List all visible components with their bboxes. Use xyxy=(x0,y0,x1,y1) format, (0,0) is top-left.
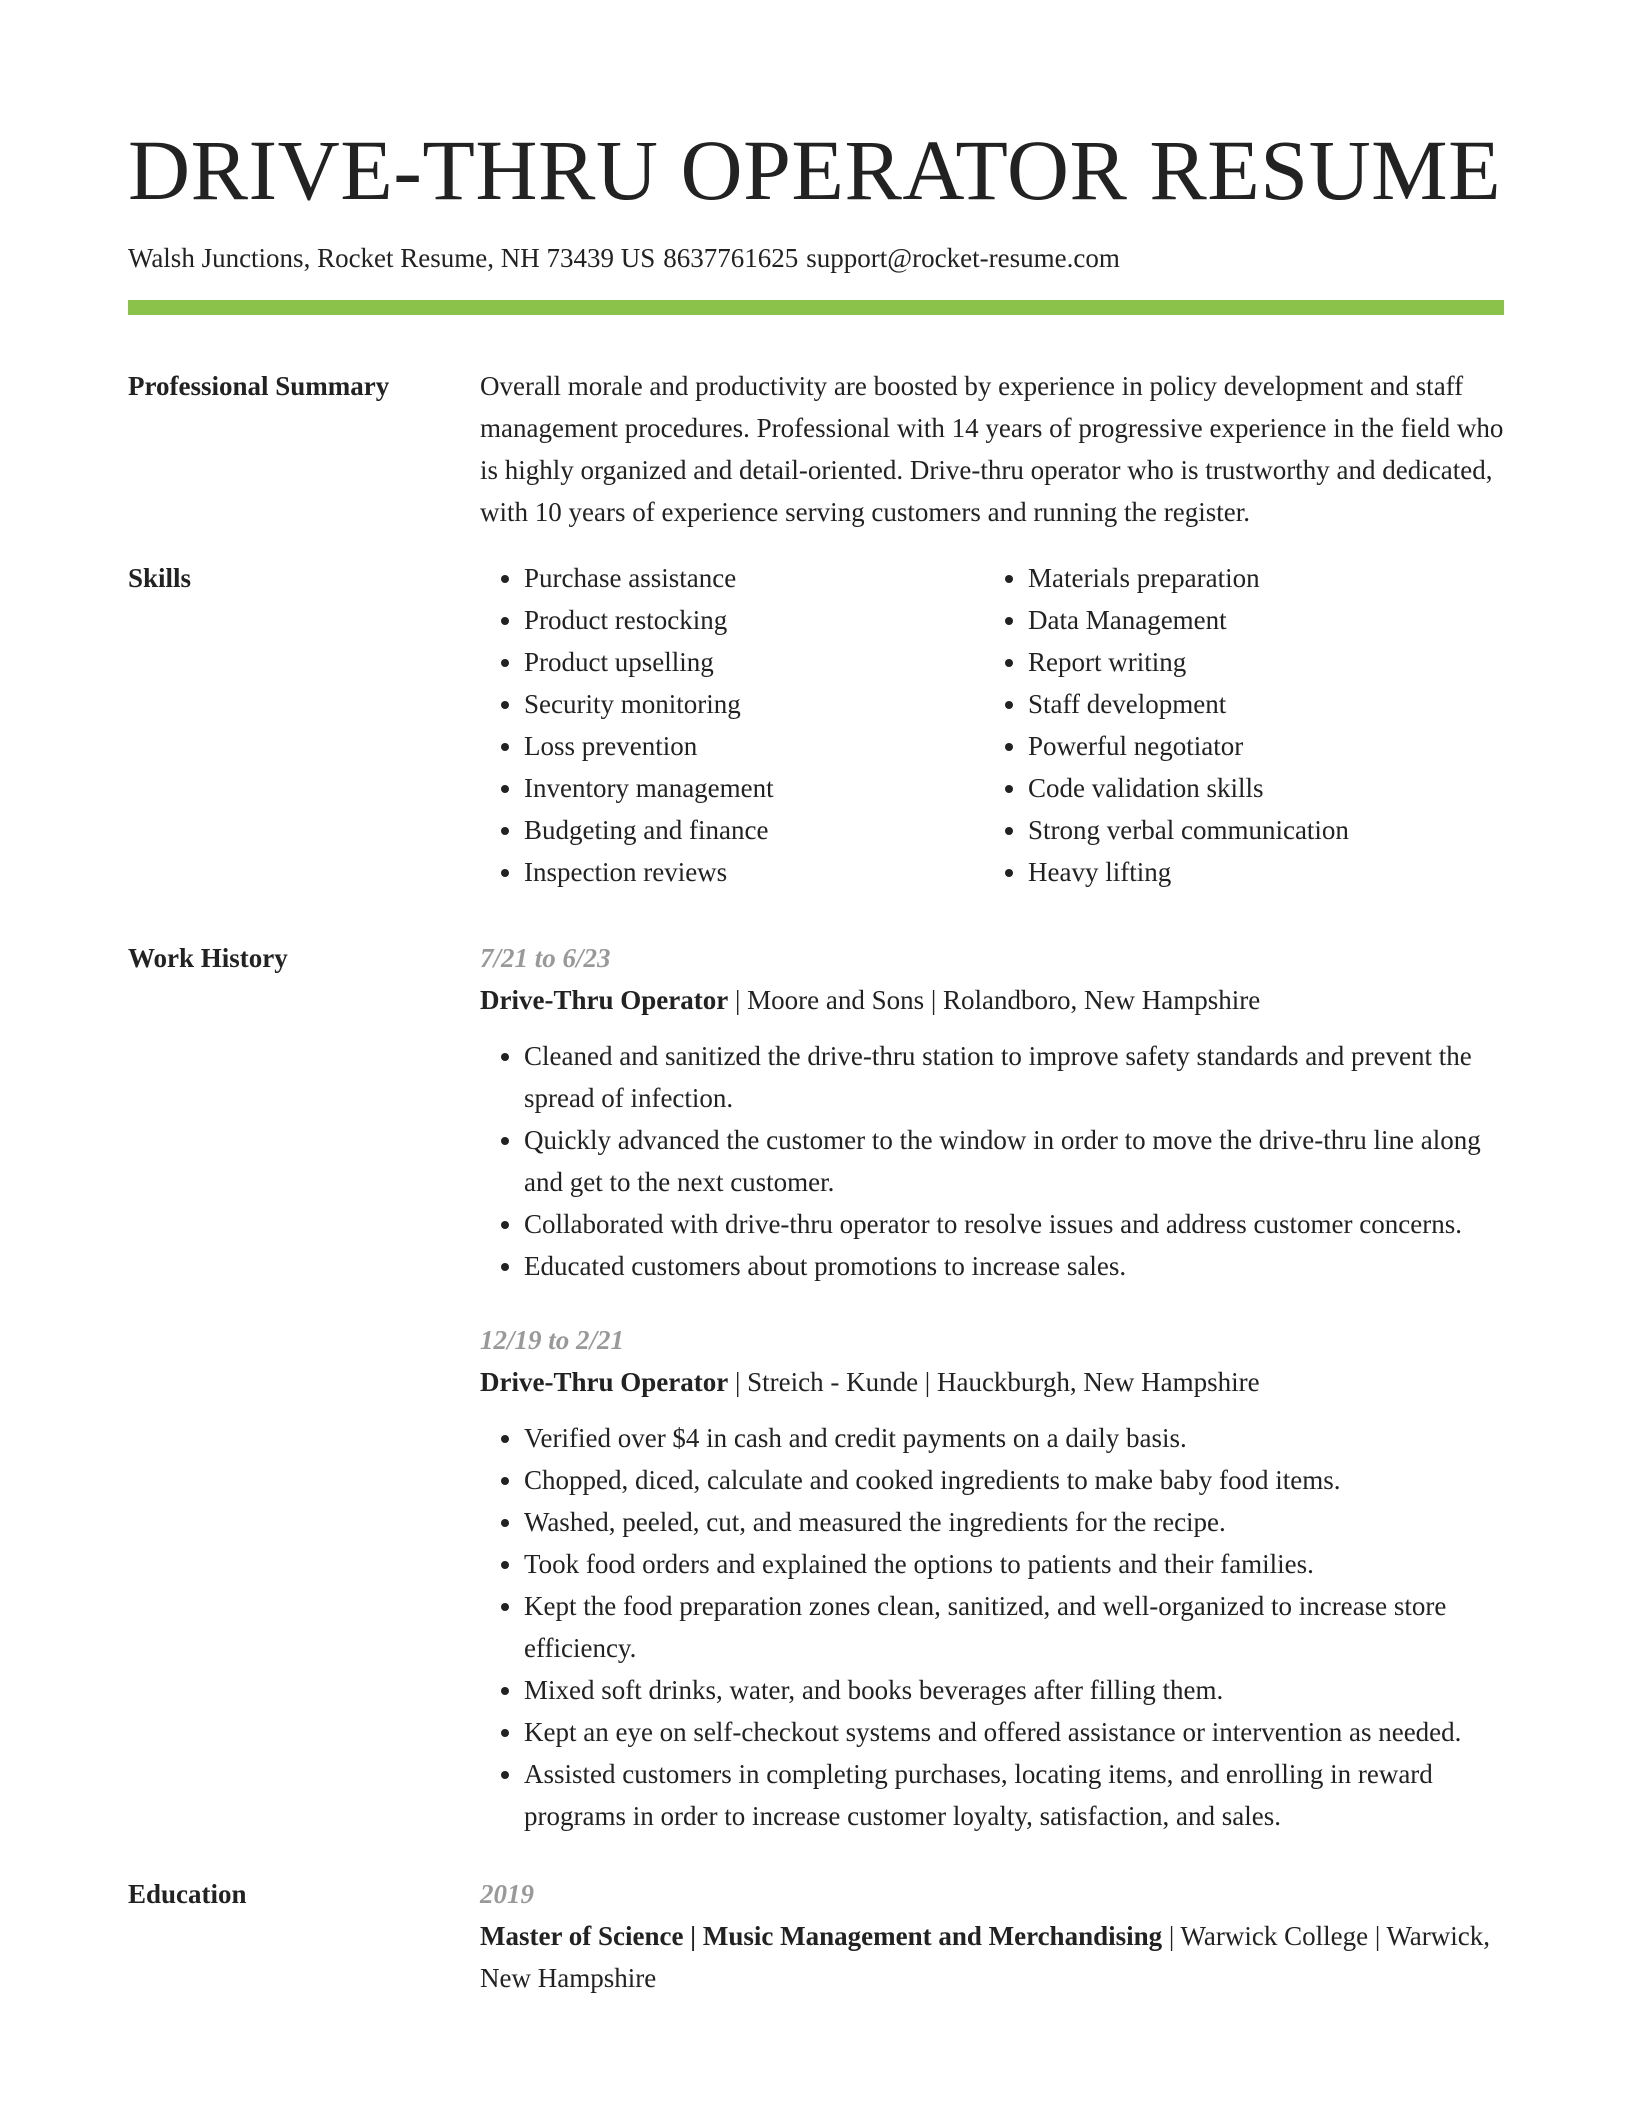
summary-section xyxy=(128,365,1504,533)
job-bullet: • Verified over $4 in cash and credit payments on a daily basis. xyxy=(524,1417,1504,1459)
skill-item: • Inventory management xyxy=(524,767,984,809)
job-title: Drive-Thru Operator xyxy=(480,1367,729,1397)
education-degree: Master of Science | Music Management and Merchandising xyxy=(480,1921,1163,1951)
skill-item: • Data Management xyxy=(1028,599,1349,641)
skill-item: • Materials preparation xyxy=(1028,557,1349,599)
contact-line xyxy=(128,240,1504,276)
job-details: | Streich - Kunde | Hauckburgh, New Hampshire xyxy=(728,1367,1260,1397)
job-entry xyxy=(480,937,1504,1287)
job-bullets xyxy=(480,1417,1504,1837)
job-bullet: • Assisted customers in completing purchases, locating items, and enrolling in reward programs in order to increase customer loyalty, satisfaction, and sales. xyxy=(524,1753,1504,1837)
education-heading-line xyxy=(480,1915,1504,1999)
work-history-heading: Work History xyxy=(128,943,288,973)
contact-email: support@rocket-resume.com xyxy=(806,243,1120,273)
summary-text: Overall morale and productivity are boosted by experience in policy development and staff management procedures. Professional with 14 years of progressive experience in the field who is highly organized and detail-oriented. Drive-thru operator who is trustworthy and dedicated, with 10 years of experience serving customers and running the register. xyxy=(480,371,1504,527)
skill-item: • Report writing xyxy=(1028,641,1349,683)
job-heading xyxy=(480,979,1504,1021)
skill-item: • Product restocking xyxy=(524,599,984,641)
contact-phone: 8637761625 xyxy=(663,243,799,273)
job-bullet: • Cleaned and sanitized the drive-thru station to improve safety standards and prevent the spread of infection. xyxy=(524,1035,1504,1119)
education-year: 2019 xyxy=(480,1879,534,1909)
job-bullet: • Washed, peeled, cut, and measured the ingredients for the recipe. xyxy=(524,1501,1504,1543)
skills-heading: Skills xyxy=(128,563,192,593)
summary-heading: Professional Summary xyxy=(128,371,390,401)
job-dates: 7/21 to 6/23 xyxy=(480,943,611,973)
job-title: Drive-Thru Operator xyxy=(480,985,729,1015)
resume-page xyxy=(128,122,1504,1999)
skill-item: • Strong verbal communication xyxy=(1028,809,1349,851)
job-bullet: • Kept an eye on self-checkout systems and offered assistance or intervention as needed. xyxy=(524,1711,1504,1753)
skill-item: • Loss prevention xyxy=(524,725,984,767)
work-history-section xyxy=(128,937,1504,1837)
job-bullet: • Collaborated with drive-thru operator to resolve issues and address customer concerns. xyxy=(524,1203,1504,1245)
job-bullet: • Educated customers about promotions to increase sales. xyxy=(524,1245,1504,1287)
education-heading: Education xyxy=(128,1879,247,1909)
skill-item: • Staff development xyxy=(1028,683,1349,725)
skill-item: • Security monitoring xyxy=(524,683,984,725)
skills-list-right xyxy=(984,557,1349,893)
skill-item: • Product upselling xyxy=(524,641,984,683)
skills-list-left xyxy=(480,557,984,893)
job-bullets xyxy=(480,1035,1504,1287)
education-section xyxy=(128,1873,1504,1999)
header-divider xyxy=(128,300,1504,315)
resume-title: DRIVE-THRU OPERATOR RESUME xyxy=(128,122,1502,218)
job-bullet: • Kept the food preparation zones clean, sanitized, and well-organized to increase store efficiency. xyxy=(524,1585,1504,1669)
job-dates: 12/19 to 2/21 xyxy=(480,1325,625,1355)
job-bullet: • Mixed soft drinks, water, and books beverages after filling them. xyxy=(524,1669,1504,1711)
job-details: | Moore and Sons | Rolandboro, New Hampshire xyxy=(728,985,1261,1015)
skill-item: • Code validation skills xyxy=(1028,767,1349,809)
skill-item: • Inspection reviews xyxy=(524,851,984,893)
skill-item: • Budgeting and finance xyxy=(524,809,984,851)
job-bullet: • Quickly advanced the customer to the window in order to move the drive-thru line along and get to the next customer. xyxy=(524,1119,1504,1203)
skill-item: • Powerful negotiator xyxy=(1028,725,1349,767)
education-details: | Warwick College | Warwick, New Hampshire xyxy=(480,1921,1491,1993)
job-bullet: • Chopped, diced, calculate and cooked ingredients to make baby food items. xyxy=(524,1459,1504,1501)
skill-item: • Purchase assistance xyxy=(524,557,984,599)
contact-address: Walsh Junctions, Rocket Resume, NH 73439 US xyxy=(128,243,656,273)
job-entry xyxy=(480,1319,1504,1837)
job-bullet: • Took food orders and explained the options to patients and their families. xyxy=(524,1543,1504,1585)
skill-item: • Heavy lifting xyxy=(1028,851,1349,893)
job-heading xyxy=(480,1361,1504,1403)
skills-section xyxy=(128,557,1504,893)
